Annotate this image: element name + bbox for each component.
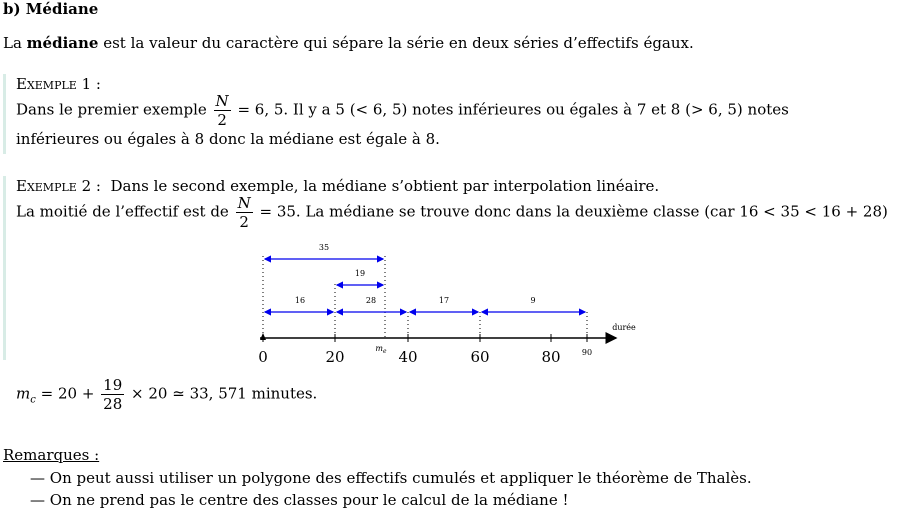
axis-label: durée: [612, 323, 636, 332]
formula-frac-den: 28: [103, 395, 123, 413]
example2-line2-b: = 35. La médiane se trouve donc dans la deuxième classe (car 16 < 35 < 16 + 28): [259, 202, 888, 221]
tick-label-60: 60: [470, 348, 490, 366]
formula-lhs-m: m: [16, 384, 31, 403]
origin-marker: [260, 333, 266, 340]
arrow-label-9: 9: [530, 296, 536, 305]
arrow-label-16: 16: [294, 296, 306, 305]
example1-frac-den: 2: [217, 111, 227, 129]
intro-bold: médiane: [26, 34, 99, 52]
intro-paragraph: [3, 34, 694, 52]
median-formula: [16, 376, 317, 413]
median-label-sub: e: [383, 348, 387, 355]
example1-bar: [3, 74, 6, 154]
formula-lhs-sub: c: [30, 394, 36, 406]
arrow-label-35: 35: [318, 243, 330, 252]
example2-bar: [3, 176, 6, 360]
example1-line1-a: Dans le premier exemple: [16, 100, 207, 119]
tick-label-90: 90: [581, 348, 593, 357]
dotted-guides: [263, 256, 587, 338]
median-label-m: m: [375, 344, 384, 353]
example2-line2-a: La moitié de l’effectif est de: [16, 202, 229, 221]
remark-item-1: — On peut aussi utiliser un polygone des effectifs cumulés et appliquer le théorème de Thalès.: [30, 469, 752, 487]
example2-frac-num: N: [237, 194, 251, 212]
example2-title: Exemple 2 :: [16, 177, 101, 195]
arrow-label-17: 17: [438, 296, 450, 305]
example1-title: Exemple 1 :: [16, 75, 101, 93]
tick-label-40: 40: [398, 348, 418, 366]
example1-line1-b: = 6, 5. Il y a 5 (< 6, 5) notes inférieures ou égales à 7 et 8 (> 6, 5) notes: [237, 100, 789, 119]
arrow-label-19: 19: [354, 269, 366, 278]
example1-fraction: [214, 92, 231, 129]
remarks-title: Remarques :: [3, 446, 100, 464]
example1-line2: inférieures ou égales à 8 donc la médiane est égale à 8.: [16, 130, 440, 148]
section-heading: b) Médiane: [3, 0, 99, 18]
intro-before: La: [3, 34, 27, 52]
formula-fraction: [101, 376, 124, 413]
example2-title-line: [16, 177, 659, 195]
tick-label-20: 20: [325, 348, 345, 366]
intro-after: est la valeur du caractère qui sépare la série en deux séries d’effectifs égaux.: [98, 34, 694, 52]
formula-eq-a: = 20 +: [40, 384, 95, 403]
median-label: [375, 344, 387, 355]
example2-title-text: Dans le second exemple, la médiane s’obtient par interpolation linéaire.: [110, 177, 660, 195]
example2-frac-den: 2: [239, 213, 249, 231]
example1-frac-num: N: [215, 92, 229, 110]
formula-frac-num: 19: [103, 376, 123, 394]
example2-line2: [16, 194, 888, 231]
tick-label-0: 0: [258, 348, 268, 366]
median-interpolation-diagram: [240, 236, 660, 370]
remark-item-2: — On ne prend pas le centre des classes pour le calcul de la médiane !: [30, 491, 569, 509]
example2-fraction: [236, 194, 253, 231]
arrow-label-28: 28: [365, 296, 377, 305]
tick-label-80: 80: [541, 348, 561, 366]
example1-line1: [16, 92, 789, 129]
formula-eq-b: × 20 ≃ 33, 571 minutes.: [131, 384, 318, 403]
